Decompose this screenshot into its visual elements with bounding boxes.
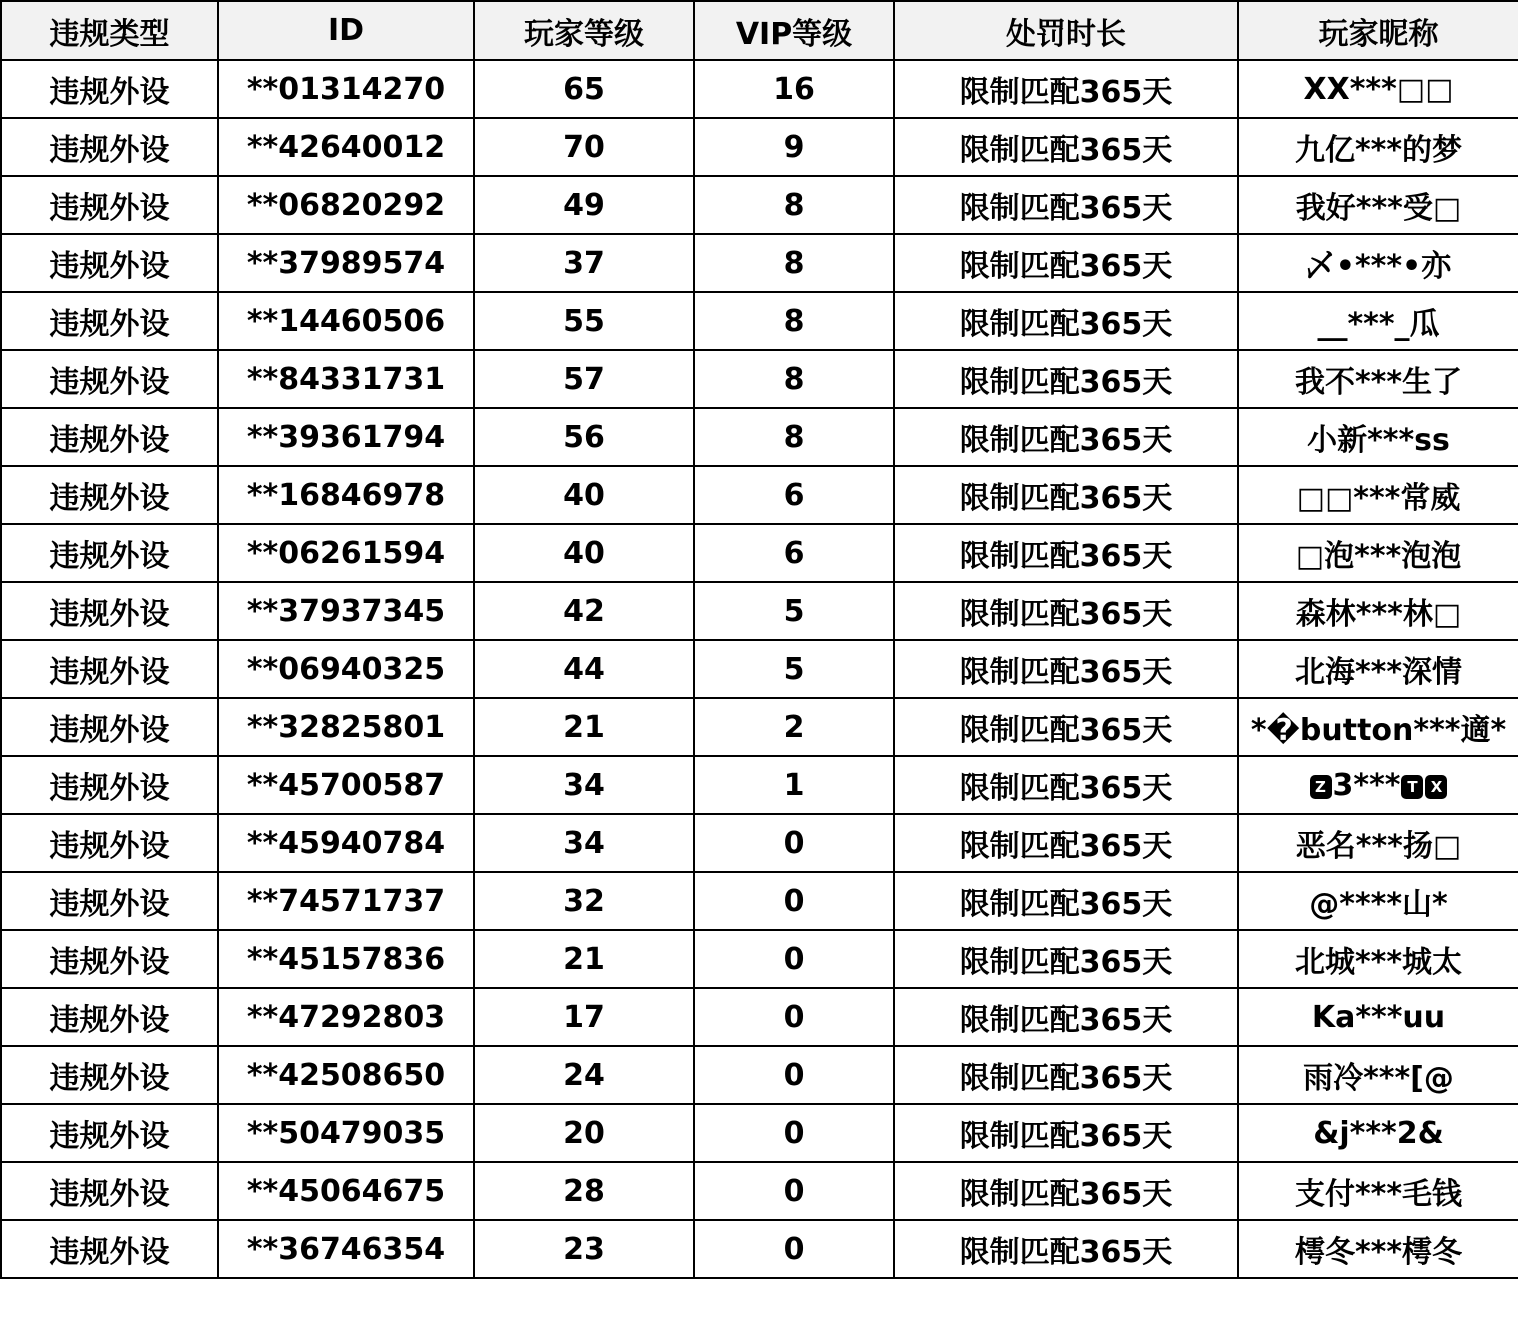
penalty-duration-cell: 限制匹配365天 [894,408,1238,466]
penalty-duration-cell: 限制匹配365天 [894,292,1238,350]
table-row [1,1104,1518,1162]
vip-level-cell: 8 [694,234,894,292]
player-id-cell: **16846978 [218,466,474,524]
vip-level-cell: 0 [694,930,894,988]
table-row [1,988,1518,1046]
player-nickname-cell: □□***常威 [1238,466,1518,524]
header-vip-level: VIP等级 [694,1,894,60]
table-row [1,698,1518,756]
player-nickname-cell: Z 3*** T X [1238,756,1518,814]
table-row [1,408,1518,466]
player-id-cell: **37989574 [218,234,474,292]
player-id-cell: **32825801 [218,698,474,756]
player-level-cell: 56 [474,408,694,466]
player-level-cell: 34 [474,756,694,814]
header-player-nickname: 玩家昵称 [1238,1,1518,60]
player-nickname-cell: 小新***ss [1238,408,1518,466]
penalty-duration-cell: 限制匹配365天 [894,698,1238,756]
violation-type-cell: 违规外设 [1,350,218,408]
violation-type-cell: 违规外设 [1,466,218,524]
penalty-duration-cell: 限制匹配365天 [894,118,1238,176]
player-level-cell: 24 [474,1046,694,1104]
player-level-cell: 55 [474,292,694,350]
table-row [1,872,1518,930]
player-level-cell: 44 [474,640,694,698]
vip-level-cell: 6 [694,524,894,582]
violation-type-cell: 违规外设 [1,60,218,118]
table-header [1,1,1518,60]
player-level-cell: 21 [474,698,694,756]
table-row [1,582,1518,640]
penalty-duration-cell: 限制匹配365天 [894,234,1238,292]
table-row [1,1162,1518,1220]
player-nickname-cell: 雨冷***[@ [1238,1046,1518,1104]
player-level-cell: 23 [474,1220,694,1278]
table-row [1,1220,1518,1278]
vip-level-cell: 6 [694,466,894,524]
player-level-cell: 42 [474,582,694,640]
player-nickname-cell: 森林***林□ [1238,582,1518,640]
violation-type-cell: 违规外设 [1,118,218,176]
vip-level-cell: 9 [694,118,894,176]
player-id-cell: **45940784 [218,814,474,872]
table-row [1,524,1518,582]
violation-type-cell: 违规外设 [1,176,218,234]
vip-level-cell: 0 [694,814,894,872]
player-id-cell: **42508650 [218,1046,474,1104]
player-level-cell: 21 [474,930,694,988]
penalty-duration-cell: 限制匹配365天 [894,176,1238,234]
violation-type-cell: 违规外设 [1,1162,218,1220]
violation-type-cell: 违规外设 [1,756,218,814]
penalty-duration-cell: 限制匹配365天 [894,640,1238,698]
violation-type-cell: 违规外设 [1,698,218,756]
player-nickname-cell: __***_瓜 [1238,292,1518,350]
vip-level-cell: 0 [694,1220,894,1278]
vip-level-cell: 0 [694,988,894,1046]
header-violation-type: 违规类型 [1,1,218,60]
player-nickname-cell: 我好***受□ [1238,176,1518,234]
player-id-cell: **50479035 [218,1104,474,1162]
header-player-level: 玩家等级 [474,1,694,60]
header-row [1,1,1518,60]
nickname-badge-glyph: Z [1310,775,1332,799]
player-nickname-cell: *�button***適* [1238,698,1518,756]
vip-level-cell: 0 [694,1162,894,1220]
violation-type-cell: 违规外设 [1,524,218,582]
player-level-cell: 20 [474,1104,694,1162]
violation-type-cell: 违规外设 [1,408,218,466]
table-row [1,930,1518,988]
vip-level-cell: 0 [694,1104,894,1162]
table-row [1,640,1518,698]
player-id-cell: **74571737 [218,872,474,930]
player-nickname-cell: 我不***生了 [1238,350,1518,408]
violation-type-cell: 违规外设 [1,1104,218,1162]
player-nickname-cell: 樗冬***樗冬 [1238,1220,1518,1278]
player-level-cell: 40 [474,524,694,582]
violation-type-cell: 违规外设 [1,1220,218,1278]
table-row [1,466,1518,524]
violation-type-cell: 违规外设 [1,988,218,1046]
player-nickname-cell: 北海***深情 [1238,640,1518,698]
table-row [1,1046,1518,1104]
player-nickname-cell: @****山* [1238,872,1518,930]
player-level-cell: 37 [474,234,694,292]
player-nickname-cell: &j***2& [1238,1104,1518,1162]
table-row [1,60,1518,118]
vip-level-cell: 1 [694,756,894,814]
player-level-cell: 34 [474,814,694,872]
vip-level-cell: 16 [694,60,894,118]
player-id-cell: **84331731 [218,350,474,408]
table-body [1,60,1518,1278]
violation-type-cell: 违规外设 [1,930,218,988]
table-row [1,292,1518,350]
penalty-duration-cell: 限制匹配365天 [894,872,1238,930]
penalty-duration-cell: 限制匹配365天 [894,814,1238,872]
violation-type-cell: 违规外设 [1,640,218,698]
player-id-cell: **06820292 [218,176,474,234]
nickname-badge-glyph: T [1401,775,1423,799]
table-row [1,234,1518,292]
player-level-cell: 65 [474,60,694,118]
player-level-cell: 57 [474,350,694,408]
player-level-cell: 70 [474,118,694,176]
penalty-duration-cell: 限制匹配365天 [894,1220,1238,1278]
player-nickname-cell: 北城***城太 [1238,930,1518,988]
player-id-cell: **37937345 [218,582,474,640]
violation-type-cell: 违规外设 [1,872,218,930]
nickname-badge-glyph: X [1425,775,1447,799]
violation-type-cell: 违规外设 [1,234,218,292]
player-id-cell: **01314270 [218,60,474,118]
penalty-duration-cell: 限制匹配365天 [894,1162,1238,1220]
violation-type-cell: 违规外设 [1,292,218,350]
player-nickname-cell: □泡***泡泡 [1238,524,1518,582]
vip-level-cell: 8 [694,408,894,466]
penalty-duration-cell: 限制匹配365天 [894,582,1238,640]
player-level-cell: 28 [474,1162,694,1220]
penalty-duration-cell: 限制匹配365天 [894,60,1238,118]
vip-level-cell: 0 [694,1046,894,1104]
player-id-cell: **47292803 [218,988,474,1046]
header-id: ID [218,1,474,60]
player-id-cell: **14460506 [218,292,474,350]
player-level-cell: 49 [474,176,694,234]
violation-type-cell: 违规外设 [1,1046,218,1104]
penalty-duration-cell: 限制匹配365天 [894,524,1238,582]
player-id-cell: **45700587 [218,756,474,814]
violation-type-cell: 违规外设 [1,582,218,640]
player-id-cell: **45064675 [218,1162,474,1220]
vip-level-cell: 5 [694,582,894,640]
player-nickname-cell: XX***□□ [1238,60,1518,118]
player-id-cell: **42640012 [218,118,474,176]
vip-level-cell: 8 [694,176,894,234]
player-id-cell: **36746354 [218,1220,474,1278]
penalty-duration-cell: 限制匹配365天 [894,930,1238,988]
player-id-cell: **39361794 [218,408,474,466]
table-row [1,814,1518,872]
table-row [1,756,1518,814]
table-row [1,118,1518,176]
vip-level-cell: 8 [694,350,894,408]
header-penalty-duration: 处罚时长 [894,1,1238,60]
player-nickname-cell: 恶名***扬□ [1238,814,1518,872]
penalty-duration-cell: 限制匹配365天 [894,1046,1238,1104]
player-nickname-cell: 乄•***•亦 [1238,234,1518,292]
penalty-duration-cell: 限制匹配365天 [894,1104,1238,1162]
penalty-duration-cell: 限制匹配365天 [894,756,1238,814]
vip-level-cell: 8 [694,292,894,350]
table-row [1,350,1518,408]
player-nickname-cell: 支付***毛钱 [1238,1162,1518,1220]
vip-level-cell: 2 [694,698,894,756]
player-id-cell: **06940325 [218,640,474,698]
player-nickname-cell: 九亿***的梦 [1238,118,1518,176]
player-level-cell: 40 [474,466,694,524]
vip-level-cell: 0 [694,872,894,930]
penalty-duration-cell: 限制匹配365天 [894,350,1238,408]
player-level-cell: 32 [474,872,694,930]
player-level-cell: 17 [474,988,694,1046]
penalty-duration-cell: 限制匹配365天 [894,466,1238,524]
player-nickname-cell: Ka***uu [1238,988,1518,1046]
penalty-duration-cell: 限制匹配365天 [894,988,1238,1046]
player-id-cell: **45157836 [218,930,474,988]
vip-level-cell: 5 [694,640,894,698]
player-id-cell: **06261594 [218,524,474,582]
table-row [1,176,1518,234]
violation-type-cell: 违规外设 [1,814,218,872]
